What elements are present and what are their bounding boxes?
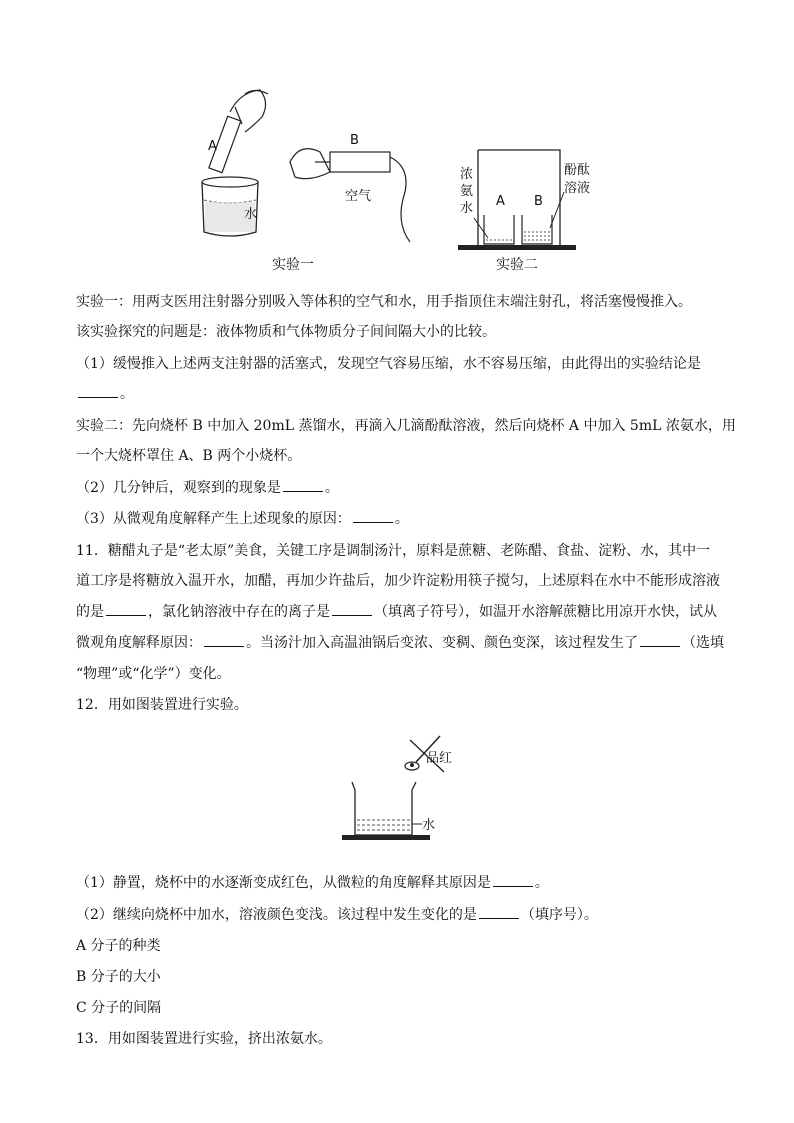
q11-blank-3[interactable] (204, 634, 244, 647)
q2-line: （2）几分钟后，观察到的现象是 。 (76, 480, 339, 496)
exp2-description-1: 实验二：先向烧杯 B 中加入 20mL 蒸馏水，再滴入几滴酚酞溶液，然后向烧杯 A 中加入 5mL 浓氨水，用 (76, 418, 736, 434)
q11-line-3: 的是 ，氯化钠溶液中存在的离子是 （填离子符号），如温开水溶解蔗糖比用凉开水快，试从 (76, 604, 717, 620)
q2-answer-blank[interactable] (283, 479, 323, 492)
beaker-a-label: A (496, 194, 505, 209)
option-c: C 分子的间隔 (76, 1000, 162, 1016)
pinhong-label: 品红 (426, 751, 453, 766)
q11-line-4: 微观角度解释原因： 。当汤汁加入高温油锅后变浓、变稠、颜色变深，该过程发生了 （选填 (76, 635, 724, 651)
experiment-one-caption: 实验一 (272, 257, 314, 273)
phenol-label-1: 酚酞 (564, 163, 591, 178)
q12-1-blank[interactable] (493, 874, 533, 887)
syringe-a-label: A (208, 139, 217, 154)
q3-answer-blank[interactable] (353, 510, 393, 523)
q11-line-1: 11．糖醋丸子是“老太原”美食，关键工序是调制汤汁，原料是蔗糖、老陈醋、食盐、淀粉、水，其中一 (76, 543, 711, 559)
q12-title: 12．用如图装置进行实验。 (76, 697, 248, 713)
q1-line-1: （1）缓慢推入上述两支注射器的活塞式，发现空气容易压缩，水不容易压缩，由此得出的实验结论是 (76, 356, 701, 372)
q1-line-2: 。 (76, 384, 134, 404)
ammonia-label-1: 浓 (460, 167, 474, 182)
water-label: 水 (244, 207, 258, 222)
option-a: A 分子的种类 (76, 938, 161, 954)
q3-line: （3）从微观角度解释产生上述现象的原因： 。 (76, 511, 409, 527)
syringe-b-label: B (350, 133, 359, 148)
experiment-two-figure (452, 140, 612, 255)
ammonia-label-3: 水 (460, 201, 474, 216)
q11-blank-1[interactable] (106, 603, 146, 616)
exp2-description-2: 一个大烧杯罩住 A、B 两个小烧杯。 (76, 448, 302, 464)
phenol-label-2: 溶液 (564, 181, 591, 196)
q12-1-line: （1）静置，烧杯中的水逐渐变成红色，从微粒的角度解释其原因是 。 (76, 875, 549, 891)
water-label-2: 水 (422, 818, 436, 833)
ammonia-label-2: 氨 (460, 184, 474, 199)
option-b: B 分子的大小 (76, 969, 161, 985)
q1-answer-blank[interactable] (78, 385, 118, 398)
q11-line-2: 道工序是将糖放入温开水，加醋，再加少许盐后，加少许淀粉用筷子搅匀，上述原料在水中不能形成溶液 (76, 573, 720, 589)
q13-title: 13．用如图装置进行实验，挤出浓氨水。 (76, 1031, 332, 1047)
q12-2-blank[interactable] (479, 906, 519, 919)
q11-blank-2[interactable] (332, 603, 372, 616)
q12-2-line: （2）继续向烧杯中加水，溶液颜色变浅。该过程中发生变化的是 （填序号）。 (76, 907, 598, 923)
exp1-question: 该实验探究的问题是：液体物质和气体物质分子间间隔大小的比较。 (76, 324, 496, 340)
exp1-description: 实验一：用两支医用注射器分别吸入等体积的空气和水，用手指顶住末端注射孔，将活塞慢慢推入。 (76, 294, 692, 310)
beaker-b-label: B (534, 194, 543, 209)
q11-line-5: “物理”或“化学”）变化。 (76, 666, 231, 682)
experiment-one-figure (190, 82, 430, 252)
experiment-two-caption: 实验二 (496, 257, 538, 273)
air-label: 空气 (345, 189, 372, 204)
pinhong-beaker-figure (340, 732, 470, 847)
q11-blank-4[interactable] (640, 634, 680, 647)
